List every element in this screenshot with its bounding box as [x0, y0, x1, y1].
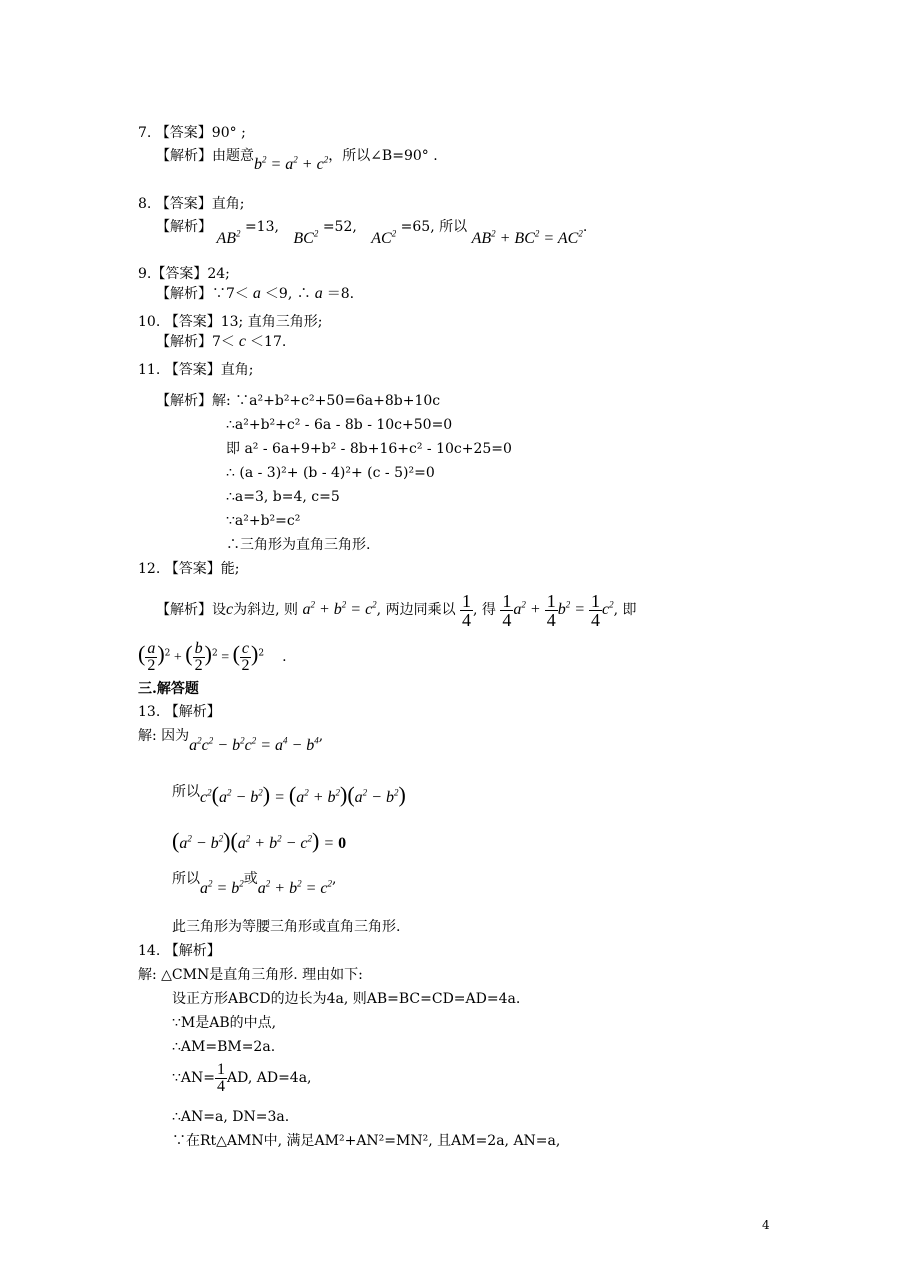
solution-14-line5: ∵AN= $\frac{1}{4}$ AD, AD=4a, — [172, 1060, 312, 1095]
equation-b2-a2-c2: $b^2 = a^2 + c^2$ — [254, 154, 329, 173]
solution-14-line7: ∵在Rt△AMN中, 满足AM²+AN²=MN², 且AM=2a, AN=a, — [172, 1133, 561, 1149]
analysis-11-line1: 【解析】解: ∵a²+b²+c²+50=6a+8b+10c — [156, 393, 441, 409]
fraction-one-quarter: $\frac{1}{4}$ — [462, 590, 472, 630]
solution-14-line4: ∴AM=BM=2a. — [172, 1039, 276, 1055]
answer-9: 9.【答案】24; — [138, 266, 230, 282]
analysis-11-line5: ∴a=3, b=4, c=5 — [226, 489, 340, 505]
analysis-11-line4: ∴ (a - 3)²+ (b - 4)²+ (c - 5)²=0 — [226, 465, 435, 481]
answer-11: 11. 【答案】直角; — [138, 362, 254, 378]
solution-13-line1: 解: 因为$a^2c^2 - b^2c^2 = a^4 - b^4$, — [138, 728, 324, 754]
solution-14-line6: ∴AN=a, DN=3a. — [172, 1109, 290, 1125]
solution-13-line4: 所以$a^2 = b^2$或$a^2 + b^2 = c^2$, — [172, 871, 337, 897]
solution-13-conclusion: 此三角形为等腰三角形或直角三角形. — [172, 919, 401, 935]
solution-14-line3: ∵M是AB的中点, — [172, 1015, 277, 1031]
analysis-11-line3: 即 a² - 6a+9+b² - 8b+16+c² - 10c+25=0 — [226, 441, 512, 457]
analysis-12: 【解析】设c为斜边, 则 $a^2 + b^2 = c^2$, 两边同乘以 $\frac{1}{4}$ , 得 $\frac{1}{4}$ $a^2$ + $\frac{1}{4}$ $b^2$ = $\frac{1}{4}$ $c^2$, 即 — [156, 590, 637, 630]
analysis-10: 【解析】7＜ c ＜17. — [156, 333, 287, 350]
answer-12: 12. 【答案】能; — [138, 561, 240, 577]
analysis-7: 【解析】由题意$b^2 = a^2 + c^2$，所以∠B=90° . — [156, 148, 438, 173]
answer-7: 7. 【答案】90° ; — [138, 125, 246, 141]
solution-14-line2: 设正方形ABCD的边长为4a, 则AB=BC=CD=AD=4a. — [172, 991, 521, 1007]
equation-pythag-8: $AB^2 + BC^2 = AC^2$ — [471, 228, 583, 247]
page-number: 4 — [762, 1218, 770, 1232]
analysis-11-line6: ∵a²+b²=c² — [226, 513, 301, 529]
answer-10: 10. 【答案】13; 直角三角形; — [138, 314, 323, 330]
analysis-8: 【解析】 $AB^2 =13$, $BC^2 =52$, $AC^2 =65$, 所以 $AB^2 + BC^2 = AC^2$. — [156, 219, 588, 247]
equation-halves: ( $\frac{a}{2}$ )$^2$ + ( $\frac{b}{2}$ )$^2$ = ( $\frac{c}{2}$ )$^2$ . — [138, 639, 287, 674]
solution-14-line1: 解: △CMN是直角三角形. 理由如下: — [138, 967, 363, 983]
section-heading-3: 三.解答题 — [138, 681, 199, 697]
solution-13-title: 13. 【解析】 — [138, 704, 221, 720]
analysis-11-line2: ∴a²+b²+c² - 6a - 8b - 10c+50=0 — [226, 417, 453, 433]
solution-14-title: 14. 【解析】 — [138, 943, 221, 959]
analysis-9: 【解析】∵7＜ a ＜9, ∴ a ＝8. — [156, 285, 355, 302]
analysis-11-line7: ∴三角形为直角三角形. — [226, 537, 371, 553]
solution-13-line3: $(a^2 - b^2)(a^2 + b^2 - c^2) = 0$ — [172, 828, 347, 853]
answer-8: 8. 【答案】直角; — [138, 196, 245, 212]
solution-13-line2: 所以$c^2(a^2 - b^2) = (a^2 + b^2)(a^2 - b^2)$ — [172, 782, 406, 807]
